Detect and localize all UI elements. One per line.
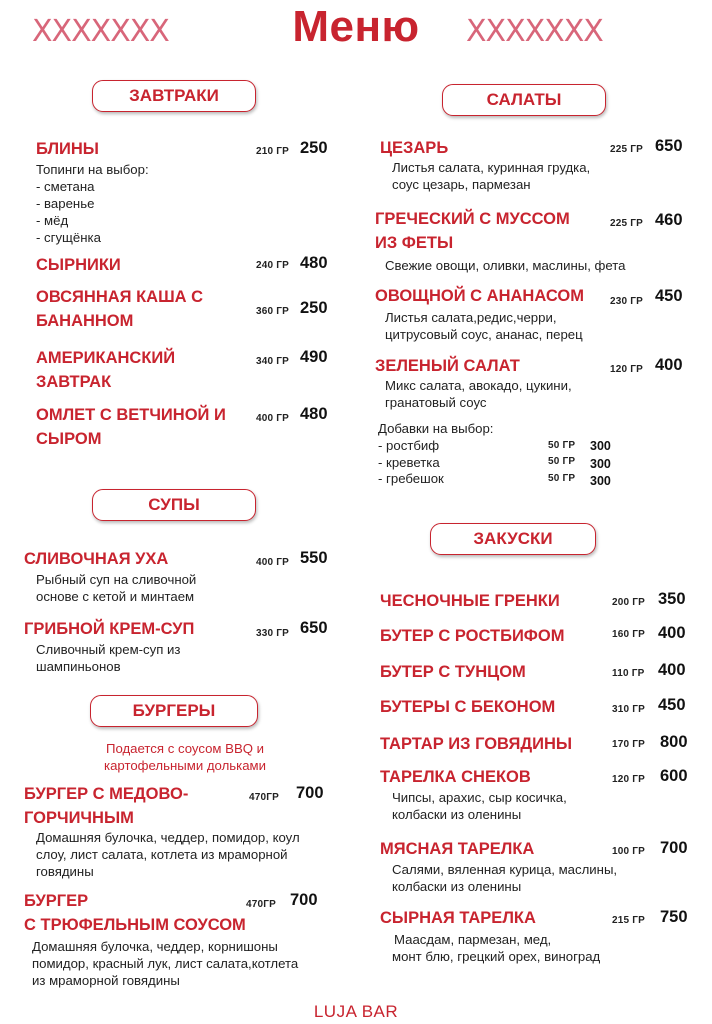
item-name: МЯСНАЯ ТАРЕЛКА [380, 840, 535, 858]
section-soups: СУПЫ [92, 489, 256, 521]
burgers-note: Подается с соусом BBQ и картофельными дольками [104, 741, 266, 773]
item-description: Маасдам, пармезан, мед, монт блю, грецкий орех, виноград [392, 932, 601, 964]
item-name: ОМЛЕТ С ВЕТЧИНОЙ И СЫРОМ [36, 406, 226, 448]
item-description: Салями, вяленная курица, маслины, колбаски из оленины [392, 862, 618, 894]
item-price: 400 [658, 661, 686, 679]
addon-weight: 50 ГР [548, 473, 576, 484]
item-weight: 110 ГР [612, 668, 645, 679]
item-description: Листья салата, куринная грудка, соус цезарь, пармезан [392, 160, 591, 192]
item-name: СЫРНИКИ [36, 256, 121, 274]
item-description: Домашняя булочка, чеддер, помидор, коул слоу, лист салата, котлета из мраморной говядины [36, 830, 300, 879]
addon-price: 300 [590, 457, 611, 471]
item-weight: 100 ГР [612, 846, 646, 857]
item-name: ОВОЩНОЙ С АНАНАСОМ [375, 287, 584, 305]
item-price: 800 [660, 733, 688, 751]
item-name: БУТЕР С ТУНЦОМ [380, 663, 526, 681]
section-snacks: ЗАКУСКИ [430, 523, 596, 555]
item-name: БУТЕРЫ С БЕКОНОМ [380, 698, 556, 716]
decor-left: XXXXXXX [32, 14, 169, 49]
item-weight: 160 ГР [612, 629, 646, 640]
item-weight: 210 ГР [256, 146, 290, 157]
item-description: Микс салата, авокадо, цукини, гранатовый соус [385, 378, 572, 410]
item-name: АМЕРИКАНСКИЙ ЗАВТРАК [36, 349, 176, 391]
addon-weight: 50 ГР [548, 456, 576, 467]
item-weight: 230 ГР [610, 296, 644, 307]
item-description: Свежие овощи, оливки, маслины, фета [385, 258, 626, 273]
addon-weight: 50 ГР [548, 440, 576, 451]
item-price: 600 [660, 767, 688, 785]
item-price: 650 [655, 137, 683, 155]
item-weight: 310 ГР [612, 704, 646, 715]
decor-right: XXXXXXX [466, 14, 603, 49]
item-name: ЗЕЛЕНЫЙ САЛАТ [375, 357, 520, 375]
item-weight: 225 ГР [610, 144, 644, 155]
item-price: 250 [300, 139, 328, 157]
addon-price: 300 [590, 439, 611, 453]
item-price: 450 [655, 287, 683, 305]
item-price: 650 [300, 619, 328, 637]
item-name: ТАРЕЛКА СНЕКОВ [380, 768, 531, 786]
item-price: 400 [658, 624, 686, 642]
item-weight: 470ГР [246, 899, 277, 910]
item-price: 460 [655, 211, 683, 229]
item-weight: 215 ГР [612, 915, 646, 926]
item-weight: 120 ГР [610, 364, 644, 375]
item-weight: 225 ГР [610, 218, 644, 229]
item-weight: 200 ГР [612, 597, 646, 608]
item-price: 450 [658, 696, 686, 714]
item-name: БУТЕР С РОСТБИФОМ [380, 627, 565, 645]
item-price: 750 [660, 908, 688, 926]
item-name: ГРЕЧЕСКИЙ С МУССОМ ИЗ ФЕТЫ [375, 210, 570, 252]
addon-name: - гребешок [378, 471, 444, 486]
addon-name: - креветка [378, 455, 440, 470]
item-description: Домашняя булочка, чеддер, корнишоны помидор, красный лук, лист салата,котлета из мраморной говядины [32, 939, 299, 988]
item-description: Топинги на выбор: - сметана - варенье - мёд - сгущёнка [36, 162, 149, 245]
footer-brand: LUJA BAR [313, 1002, 399, 1021]
item-name: ЧЕСНОЧНЫЕ ГРЕНКИ [380, 592, 560, 610]
item-price: 350 [658, 590, 686, 608]
item-price: 250 [300, 299, 328, 317]
item-price: 550 [300, 549, 328, 567]
item-price: 700 [290, 891, 318, 909]
item-name: СЫРНАЯ ТАРЕЛКА [380, 909, 536, 927]
item-weight: 240 ГР [256, 260, 290, 271]
item-description: Листья салата,редис,черри, цитрусовый соус, ананас, перец [385, 310, 583, 342]
addon-name: - ростбиф [378, 438, 440, 453]
item-weight: 360 ГР [256, 306, 290, 317]
item-price: 480 [300, 405, 328, 423]
item-weight: 120 ГР [612, 774, 646, 785]
item-name: ЦЕЗАРЬ [380, 139, 449, 157]
item-price: 490 [300, 348, 328, 366]
item-weight: 340 ГР [256, 356, 290, 367]
item-name: БУРГЕР С ТРЮФЕЛЬНЫМ СОУСОМ [24, 892, 246, 934]
addons-title: Добавки на выбор: [378, 421, 494, 436]
item-weight: 400 ГР [256, 413, 290, 424]
item-weight: 170 ГР [612, 739, 646, 750]
item-description: Рыбный суп на сливочной основе с кетой и минтаем [36, 572, 197, 604]
item-description: Сливочный крем-суп из шампиньонов [36, 642, 181, 674]
section-breakfasts: ЗАВТРАКИ [92, 80, 256, 112]
item-name: БУРГЕР С МЕДОВО- ГОРЧИЧНЫМ [24, 785, 189, 827]
item-name: БЛИНЫ [36, 140, 99, 158]
item-price: 700 [660, 839, 688, 857]
item-name: ОВСЯННАЯ КАША С БАНАННОМ [36, 288, 204, 330]
item-price: 480 [300, 254, 328, 272]
item-name: ТАРТАР ИЗ ГОВЯДИНЫ [380, 735, 573, 753]
item-name: ГРИБНОЙ КРЕМ-СУП [24, 620, 195, 638]
item-price: 700 [296, 784, 324, 802]
item-description: Чипсы, арахис, сыр косичка, колбаски из оленины [392, 790, 567, 822]
item-price: 400 [655, 356, 683, 374]
item-weight: 400 ГР [256, 557, 290, 568]
item-weight: 470ГР [249, 792, 280, 803]
addon-price: 300 [590, 474, 611, 488]
item-name: СЛИВОЧНАЯ УХА [24, 550, 169, 568]
item-weight: 330 ГР [256, 628, 290, 639]
page-title: Меню [292, 2, 420, 51]
section-salads: САЛАТЫ [442, 84, 606, 116]
section-burgers: БУРГЕРЫ [90, 695, 258, 727]
